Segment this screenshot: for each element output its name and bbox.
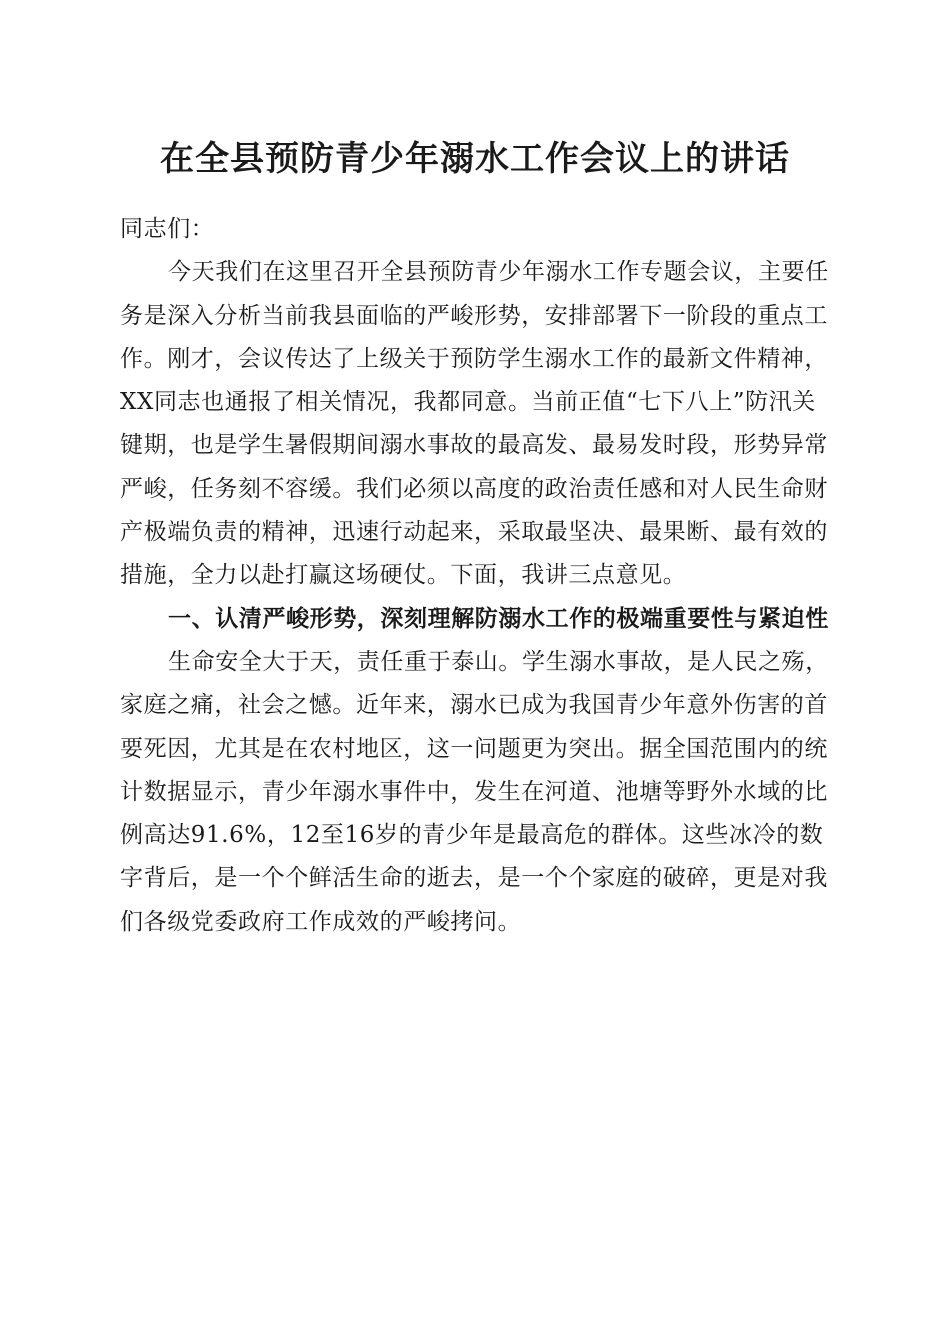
salutation: 同志们： [120,216,215,242]
document-body [120,208,832,944]
opening-paragraph: 今天我们在这里召开全县预防青少年溺水工作专题会议，主要任务是深入分析当前我县面临的严峻形势，安排部署下一阶段的重点工作。刚才，会议传达了上级关于预防学生溺水工作的最新文件精神，XX同志也通报了相关情况，我都同意。当前正值“七下八上”防汛关键期，也是学生暑假期间溺水事故的最高发、最易发时段，形势异常严峻，任务刻不容缓。我们必须以高度的政治责任感和对人民生命财产极端负责的精神，迅速行动起来，采取最坚决、最果断、最有效的措施，全力以赴打赢这场硬仗。下面，我讲三点意见。 [120,259,829,589]
document-title: 在全县预防青少年溺水工作会议上的讲话 [160,139,790,179]
section-heading-1: 一、认清严峻形势，深刻理解防溺水工作的极端重要性与紧迫性 [168,605,829,632]
section-1-paragraph: 生命安全大于天，责任重于泰山。学生溺水事故，是人民之殇，家庭之痛，社会之憾。近年来，溺水已成为我国青少年意外伤害的首要死因，尤其是在农村地区，这一问题更为突出。据全国范围内的统计数据显示，青少年溺水事件中，发生在河道、池塘等野外水域的比例高达91.6%，12至16岁的青少年是最高危的群体。这些冰冷的数字背后，是一个个鲜活生命的逝去，是一个个家庭的破碎，更是对我们各级党委政府工作成效的严峻拷问。 [120,648,829,935]
